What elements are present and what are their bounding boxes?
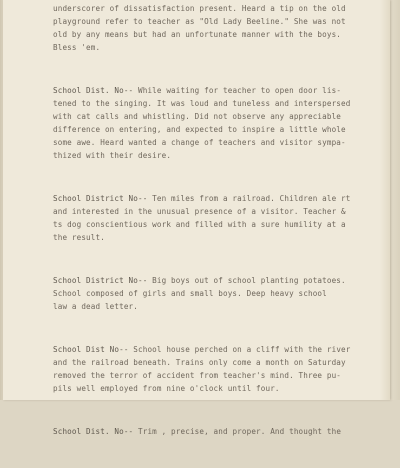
paragraph-heading: School Dist No-- — [53, 345, 129, 354]
paragraph — [53, 192, 353, 244]
paragraph-body: Big boys out of school planting potatoes. School composed of girls and small boys. Deep heavy school law a dead letter. — [53, 276, 346, 311]
paragraph-body: While waiting for teacher to open door lis- tened to the singing. It was loud and tuneless and interspersed with cat calls and whistling. Did not observe any appreciable difference on entering, and expected to inspire a little whole some awe. Heard wanted a change of teachers and visitor sympa- thized with their desire. — [53, 86, 351, 160]
paragraph — [53, 425, 353, 438]
paragraph — [53, 274, 353, 313]
paragraph-heading: School Dist. No-- — [53, 86, 134, 95]
paragraph — [53, 343, 353, 395]
paragraph-body: School house perched on a cliff with the river and the railroad beneath. Trains only come a month on Saturday removed the terror of accident from teacher's mind. Three pu- pils well employed from nine o'clock until four. — [53, 345, 351, 393]
paragraph-heading: School District No-- — [53, 276, 148, 285]
paragraph — [53, 2, 353, 54]
paragraph-body: Trim , precise, and proper. And thought the — [133, 427, 342, 436]
paragraph-heading: School District No-- — [53, 194, 148, 203]
paragraph — [53, 84, 353, 162]
page-text — [53, 0, 353, 468]
page-edge — [380, 0, 390, 400]
paragraph-body: underscorer of dissatisfaction present. Heard a tip on the old playground refer to teacher as "Old Lady Beeline." She was not old by any means but had an unfortunate manner with the boys. Bless 'em. — [53, 4, 346, 52]
paragraph-heading: School Dist. No-- — [53, 427, 134, 436]
typewritten-page — [3, 0, 390, 436]
paragraph-body: Ten miles from a railroad. Children ale rt and interested in the unusual presence of a visitor. Teacher & ts dog conscientious work and filled with a sure humility at a the result. — [53, 194, 351, 242]
